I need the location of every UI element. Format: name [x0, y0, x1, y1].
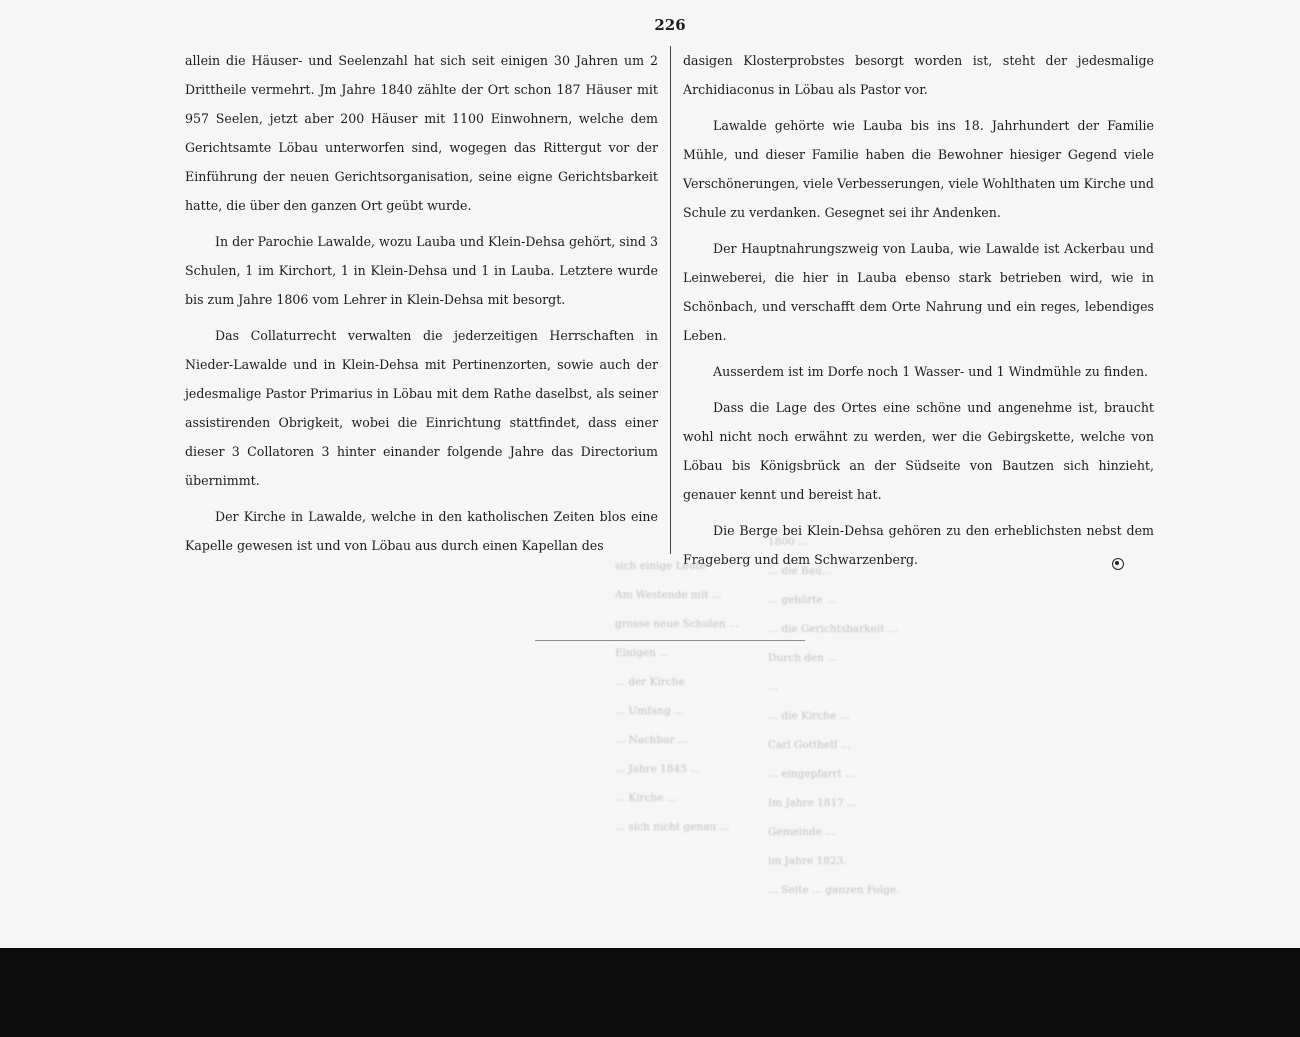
paragraph: Ausserdem ist im Dorfe noch 1 Wasser- und 1 Windmühle zu finden. — [713, 364, 1149, 379]
bleed-line: ... eingepfarrt ... — [768, 768, 856, 780]
bleed-line: grosse neue Schulen ... — [615, 618, 739, 630]
paragraph: Das Collaturrecht verwalten die jederzeitigen Herrschaften in Nieder-Lawalde und in Klein-Dehsa mit Pertinenzorten, sowie auch der jedesmalige Pastor Primarius in Löbau mit dem Rathe daselbst, als seiner assistirenden Obrigkeit, wobei die Einrichtung stattfindet, dass einer dieser 3 Collatoren 3 hinter einander folgende Jahre das Directorium übernimmt. — [185, 328, 658, 488]
bleed-line: ... Kirche ... — [615, 792, 677, 804]
bleed-line: ... sich nicht genau ... — [615, 821, 730, 833]
bleed-line: Am Westende mit ... — [615, 589, 722, 601]
paragraph: dasigen Klosterprobstes besorgt worden ist, steht der jedesmalige Archidiaconus in Löbau als Pastor vor. — [683, 53, 1154, 97]
bleed-line: Gemeinde ... — [768, 826, 836, 838]
paragraph: Die Berge bei Klein-Dehsa gehören zu den erheblichsten nebst dem Frageberg und dem Schwarzenberg. — [683, 523, 1154, 567]
bleed-line: ... der Kirche — [615, 676, 685, 688]
bleed-line: ... Umfang ... — [615, 705, 685, 717]
bottom-black-band — [0, 948, 1300, 1037]
paragraph: Der Hauptnahrungszweig von Lauba, wie Lawalde ist Ackerbau und Leinweberei, die hier in Lauba ebenso stark betrieben wird, wie in Schönbach, und verschafft dem Orte Nahrung und ein reges, lebendiges Leben. — [683, 241, 1154, 343]
bleed-line: Einigen ... — [615, 647, 670, 659]
bleed-line: Durch den ... — [768, 652, 838, 664]
bleed-line: ... — [768, 681, 779, 693]
bleed-line: im Jahre 1823. — [768, 855, 847, 867]
bleed-through-text-left — [615, 552, 739, 842]
paragraph: Dass die Lage des Ortes eine schöne und angenehme ist, braucht wohl nicht noch erwähnt zu werden, wer die Gebirgskette, welche von Löbau bis Königsbrück an der Südseite von Bautzen sich hinzieht, genauer kennt und bereist hat. — [683, 400, 1154, 502]
right-column — [683, 46, 1154, 581]
bleed-line: Carl Gotthelf ... — [768, 739, 851, 751]
bleed-line: ... die Kirche ... — [768, 710, 850, 722]
left-column — [185, 46, 658, 567]
end-mark-icon — [1112, 558, 1124, 570]
bleed-line: Im Jahre 1817 ... — [768, 797, 858, 809]
paragraph: Der Kirche in Lawalde, welche in den katholischen Zeiten blos eine Kapelle gewesen ist und von Löbau aus durch einen Kapellan des — [185, 509, 658, 553]
column-divider — [670, 46, 671, 554]
page-number: 226 — [654, 16, 686, 34]
paragraph: In der Parochie Lawalde, wozu Lauba und Klein-Dehsa gehört, sind 3 Schulen, 1 im Kirchort, 1 in Klein-Dehsa und 1 in Lauba. Letztere wurde bis zum Jahre 1806 vom Lehrer in Klein-Dehsa mit besorgt. — [185, 234, 658, 307]
bleed-line: ... die Bau... — [768, 565, 832, 577]
paragraph: Lawalde gehörte wie Lauba bis ins 18. Jahrhundert der Familie Mühle, und dieser Familie haben die Bewohner hiesiger Gegend viele Verschönerungen, viele Verbesserungen, viele Wohlthaten um Kirche und Schule zu verdanken. Gesegnet sei ihr Andenken. — [683, 118, 1154, 220]
bleed-line: 1800 ... — [768, 536, 809, 548]
bleed-line: ... Nachbar ... — [615, 734, 688, 746]
bleed-line: sich einige Leute — [615, 560, 707, 572]
bleed-line: ... Seite ... ganzen Folge. — [768, 884, 900, 896]
bleed-line: ... gehörte ... — [768, 594, 837, 606]
bleed-line: ... die Gerichtsbarkeit ... — [768, 623, 898, 635]
bleed-line: ... Jahre 1845 ... — [615, 763, 701, 775]
paragraph: allein die Häuser- und Seelenzahl hat sich seit einigen 30 Jahren um 2 Drittheile vermehrt. Jm Jahre 1840 zählte der Ort schon 187 Häuser mit 957 Seelen, jetzt aber 200 Häuser mit 1100 Einwohnern, welche dem Gerichtsamte Löbau unterworfen sind, wogegen das Rittergut vor der Einführung der neuen Gerichtsorganisation, seine eigne Gerichtsbarkeit hatte, die über den ganzen Ort geübt wurde. — [185, 53, 658, 213]
bleed-through-text-right — [768, 528, 900, 905]
